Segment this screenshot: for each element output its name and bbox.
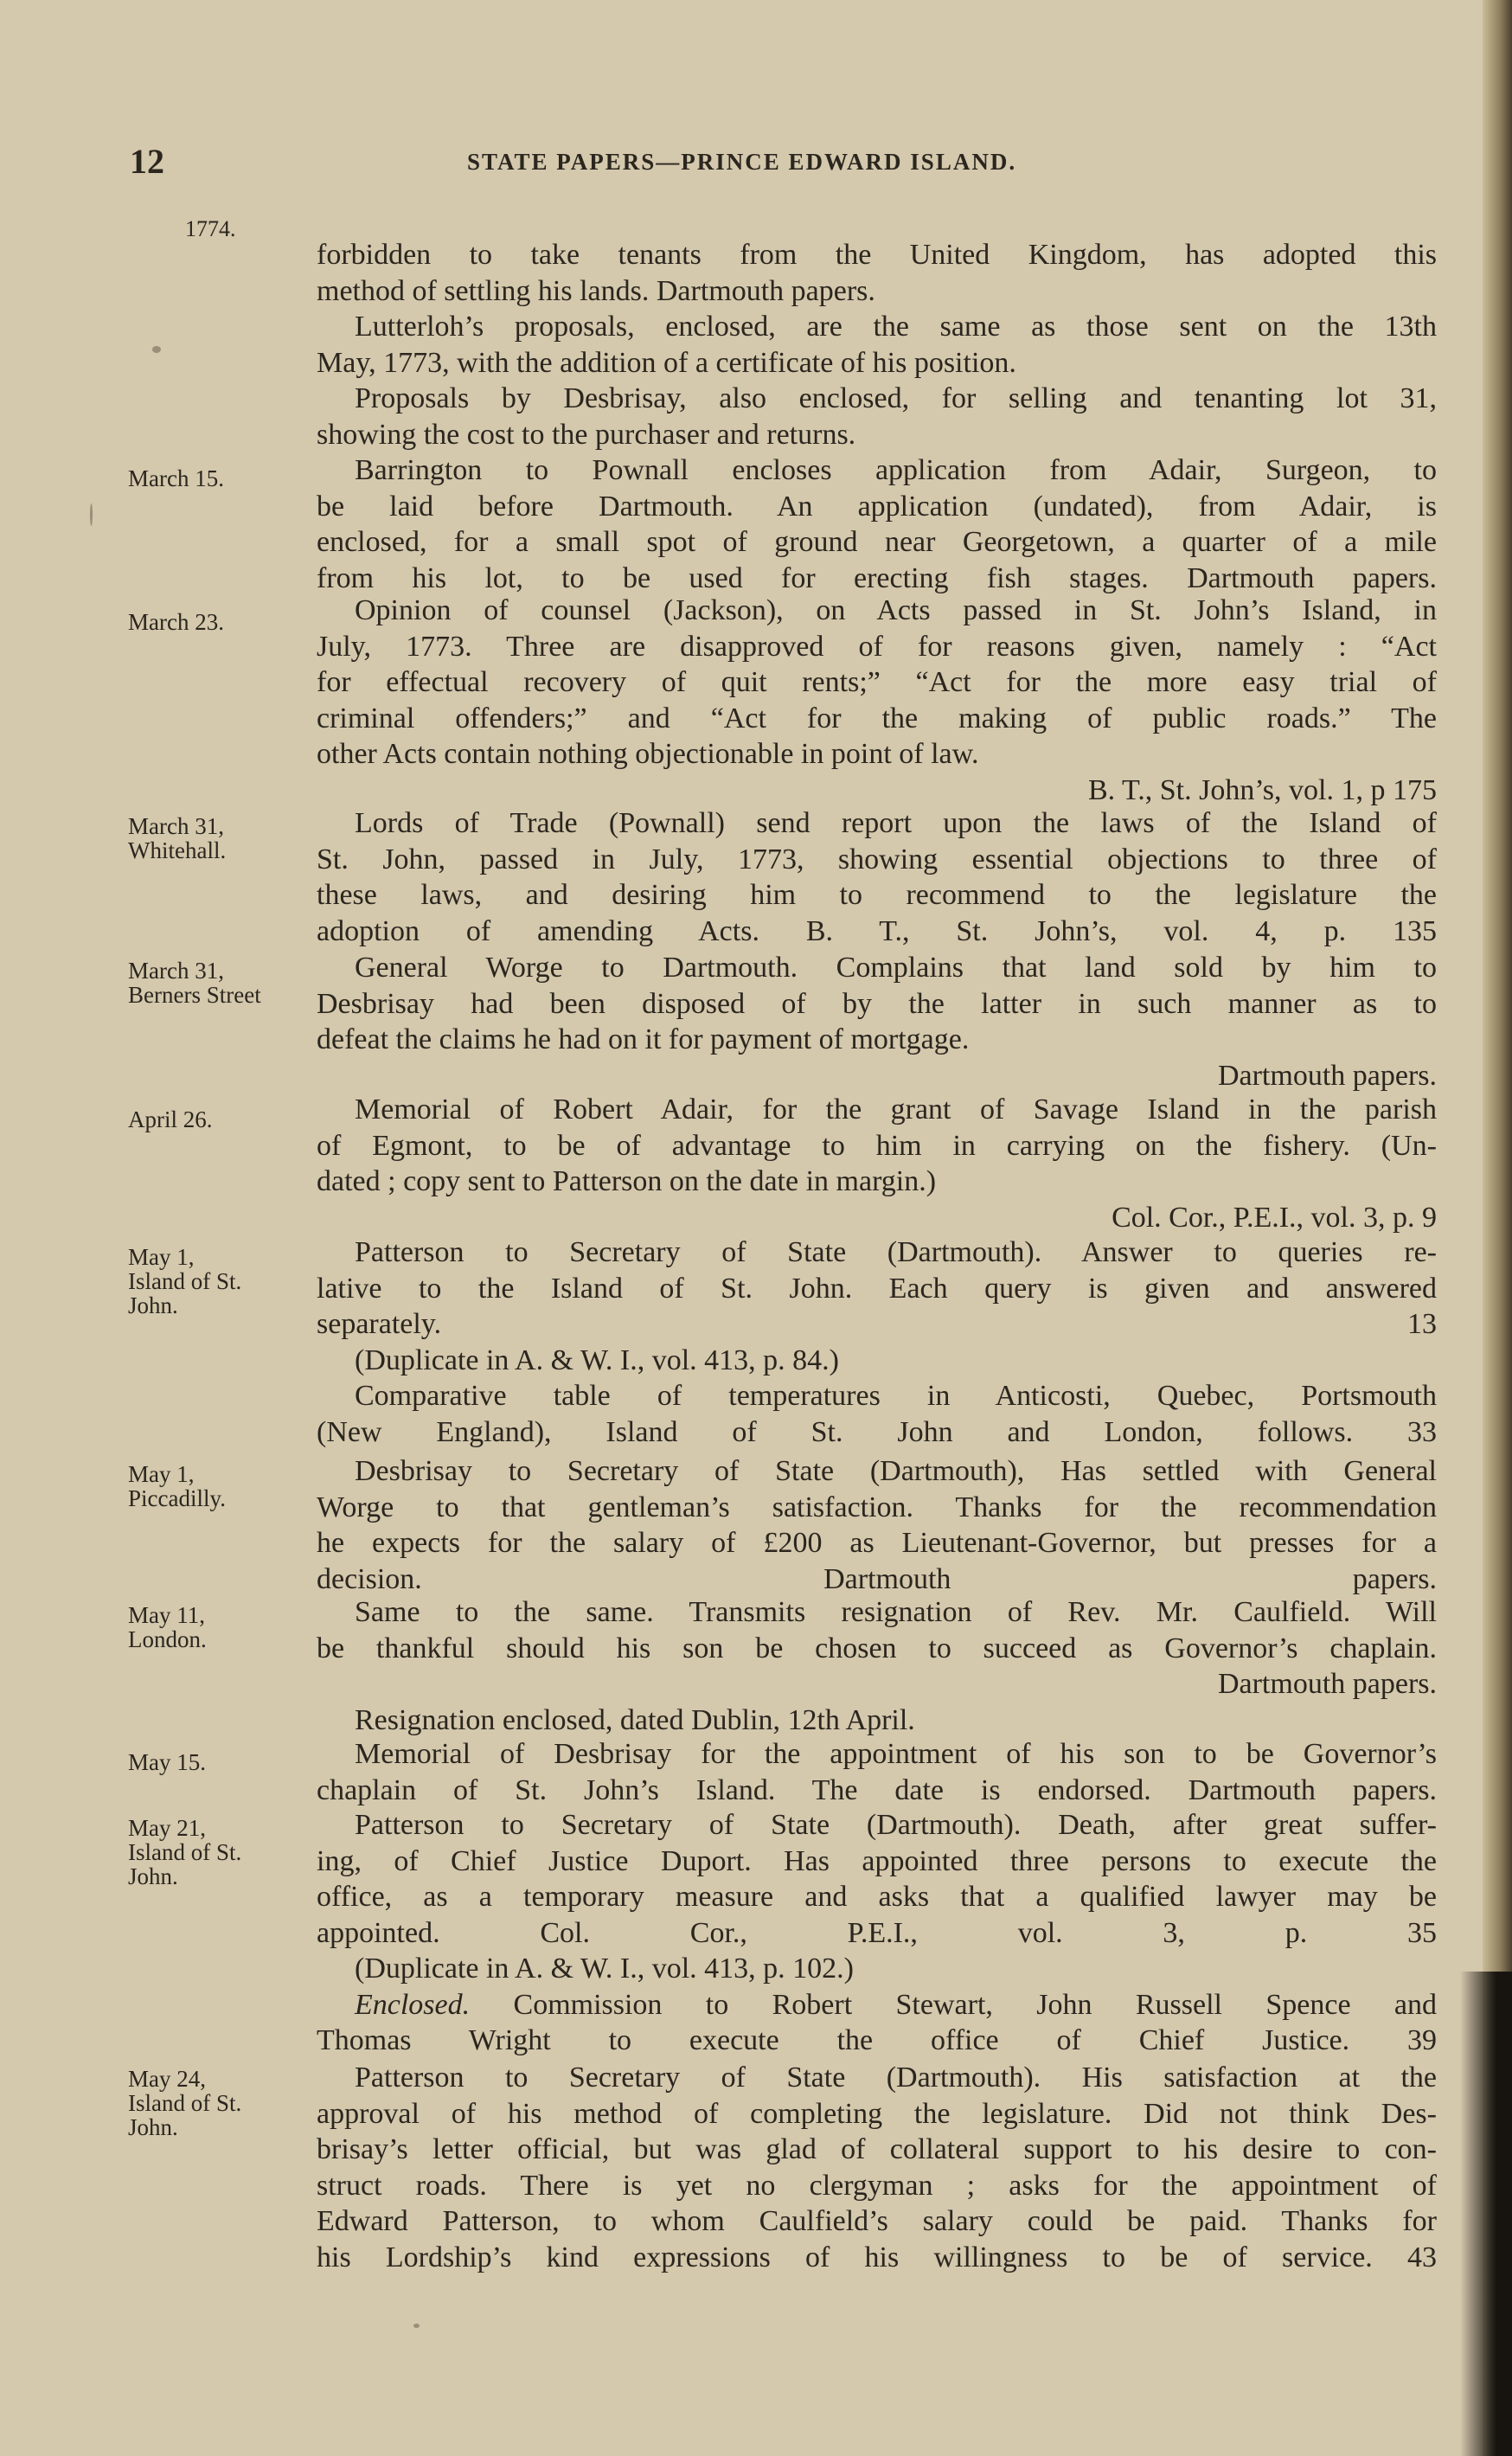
- text-line: Desbrisay had been disposed of by the latter in such manner as to: [317, 987, 1437, 1020]
- entry-body: [317, 1092, 1437, 1235]
- entry-date-note: May 21, Island of St. John.: [128, 1815, 242, 1889]
- text-line: he expects for the salary of £200 as Lieutenant-Governor, but presses for a: [317, 1527, 1437, 1559]
- entry-body: [317, 1807, 1437, 2059]
- text-line: Patterson to Secretary of State (Dartmouth). Answer to queries re-: [355, 1236, 1437, 1268]
- text-line: office, as a temporary measure and asks that a qualified lawyer may be: [317, 1881, 1437, 1913]
- text-line: dated ; copy sent to Patterson on the date in margin.): [317, 1165, 937, 1197]
- text-line: decision. Dartmouth papers.: [317, 1562, 1437, 1595]
- text-line: Patterson to Secretary of State (Dartmouth). Death, after great suffer-: [355, 1809, 1437, 1841]
- text-line: chaplain of St. John’s Island. The date is endorsed. Dartmouth papers.: [317, 1773, 1437, 1806]
- text-line: Desbrisay to Secretary of State (Dartmouth), Has settled with General: [355, 1455, 1437, 1487]
- entry-date-note: March 31, Whitehall.: [128, 813, 227, 863]
- entry-date-note: March 15.: [128, 465, 224, 491]
- text-line: Lutterloh’s proposals, enclosed, are the same as those sent on the 13th: [355, 311, 1437, 343]
- text-line: Col. Cor., P.E.I., vol. 3, p. 9: [1112, 1201, 1437, 1234]
- entry-body: [317, 237, 1437, 452]
- entry-date-note: May 11, London.: [128, 1602, 207, 1652]
- text-line: Worge to that gentleman’s satisfaction. Thanks for the recommendation: [317, 1491, 1437, 1523]
- text-line: his Lordship’s kind expressions of his willingness to be of service. 43: [317, 2241, 1437, 2273]
- text-line: B. T., St. John’s, vol. 1, p 175: [1087, 773, 1437, 806]
- text-line: Dartmouth papers.: [1217, 1059, 1437, 1092]
- page-header: [130, 141, 1445, 184]
- text-line: Barrington to Pownall encloses application from Adair, Surgeon, to: [355, 454, 1437, 486]
- text-line: Thomas Wright to execute the office of Chief Justice. 39: [317, 2024, 1437, 2056]
- entry-body: [317, 1234, 1437, 1450]
- text-line: defeat the claims he had on it for payment of mortgage.: [317, 1023, 970, 1055]
- text-line: Opinion of counsel (Jackson), on Acts passed in St. John’s Island, in: [355, 594, 1437, 626]
- text-line: Comparative table of temperatures in Anticosti, Quebec, Portsmouth: [355, 1380, 1437, 1412]
- text-line: method of settling his lands. Dartmouth papers.: [317, 274, 875, 307]
- text-line: approval of his method of completing the legislature. Did not think Des-: [317, 2097, 1437, 2130]
- text-line: ing, of Chief Justice Duport. Has appointed three persons to execute the: [317, 1844, 1437, 1877]
- text-line: (Duplicate in A. & W. I., vol. 413, p. 102.): [355, 1953, 855, 1985]
- entry-body: [317, 805, 1437, 949]
- text-line: Dartmouth papers.: [1217, 1668, 1437, 1700]
- entry-body: [317, 2060, 1437, 2275]
- text-line: for effectual recovery of quit rents;” “Act for the more easy trial of: [317, 666, 1437, 698]
- text-line: Same to the same. Transmits resignation of Rev. Mr. Caulfield. Will: [355, 1596, 1437, 1628]
- text-line: showing the cost to the purchaser and returns.: [317, 418, 856, 451]
- text-line: St. John, passed in July, 1773, showing essential objections to three of: [317, 843, 1437, 875]
- entry-date-note: May 1, Island of St. John.: [128, 1244, 242, 1318]
- text-line: of Egmont, to be of advantage to him in carrying on the fishery. (Un-: [317, 1129, 1437, 1162]
- entry-body: [317, 593, 1437, 808]
- ink-smudge: [152, 346, 161, 353]
- entry-date-note: May 15.: [128, 1749, 206, 1775]
- text-line: Edward Patterson, to whom Caulfield’s salary could be paid. Thanks for: [317, 2205, 1437, 2237]
- entry-body: [317, 950, 1437, 1093]
- text-line: (New England), Island of St. John and London, follows. 33: [317, 1415, 1437, 1448]
- text-line: Memorial of Desbrisay for the appointment of his son to be Governor’s: [355, 1738, 1437, 1770]
- entry-date-note: March 23.: [128, 609, 224, 635]
- text-line: appointed. Col. Cor., P.E.I., vol. 3, p. 35: [317, 1916, 1437, 1949]
- text-line: other Acts contain nothing objectionable in point of law.: [317, 738, 979, 770]
- text-line: criminal offenders;” and “Act for the making of public roads.” The: [317, 702, 1437, 734]
- text-line: Resignation enclosed, dated Dublin, 12th April.: [355, 1703, 915, 1736]
- entry-body: [317, 452, 1437, 596]
- text-line: Enclosed. Commission to Robert Stewart, John Russell Spence and: [355, 1988, 1437, 2021]
- entry-date-note: May 1, Piccadilly.: [128, 1461, 226, 1511]
- text-line: adoption of amending Acts. B. T., St. John’s, vol. 4, p. 135: [317, 914, 1437, 947]
- entry-body: [317, 1453, 1437, 1597]
- page-number: 12: [130, 142, 164, 181]
- text-line: be laid before Dartmouth. An application (undated), from Adair, is: [317, 490, 1437, 523]
- text-line: General Worge to Dartmouth. Complains that land sold by him to: [355, 952, 1437, 984]
- text-line: enclosed, for a small spot of ground near Georgetown, a quarter of a mile: [317, 526, 1437, 558]
- text-line: be thankful should his son be chosen to succeed as Governor’s chaplain.: [317, 1632, 1437, 1664]
- text-line: Patterson to Secretary of State (Dartmouth). His satisfaction at the: [355, 2062, 1437, 2094]
- running-title: STATE PAPERS—PRINCE EDWARD ISLAND.: [467, 149, 1017, 175]
- text-line: July, 1773. Three are disapproved of for reasons given, namely : “Act: [317, 630, 1437, 663]
- entry-date-note: March 31, Berners Street: [128, 958, 261, 1008]
- text-line: from his lot, to be used for erecting fish stages. Dartmouth papers.: [317, 561, 1437, 594]
- text-line: struct roads. There is yet no clergyman ; asks for the appointment of: [317, 2169, 1437, 2202]
- year-marker: 1774.: [185, 216, 236, 241]
- page-corner-shadow: [1460, 1972, 1512, 2456]
- text-line: brisay’s letter official, but was glad of collateral support to his desire to con-: [317, 2133, 1437, 2165]
- entry-date-note: April 26.: [128, 1106, 213, 1132]
- text-line: these laws, and desiring him to recommend to the legislature the: [317, 879, 1437, 911]
- entry-date-note: May 24, Island of St. John.: [128, 2066, 242, 2140]
- entry-body: [317, 1736, 1437, 1808]
- text-line: Lords of Trade (Pownall) send report upon the laws of the Island of: [355, 807, 1437, 839]
- text-line: (Duplicate in A. & W. I., vol. 413, p. 84.): [355, 1343, 840, 1376]
- text-line: Memorial of Robert Adair, for the grant of Savage Island in the parish: [355, 1093, 1437, 1125]
- text-line: separately. 13: [317, 1308, 1437, 1340]
- text-line: Proposals by Desbrisay, also enclosed, for selling and tenanting lot 31,: [355, 382, 1437, 414]
- text-line: May, 1773, with the addition of a certificate of his position.: [317, 346, 1016, 379]
- ink-smudge: [413, 2324, 420, 2328]
- text-line: forbidden to take tenants from the United Kingdom, has adopted this: [317, 239, 1437, 271]
- entry-body: [317, 1594, 1437, 1738]
- text-line: lative to the Island of St. John. Each query is given and answered: [317, 1272, 1437, 1305]
- ink-mark: [90, 503, 93, 526]
